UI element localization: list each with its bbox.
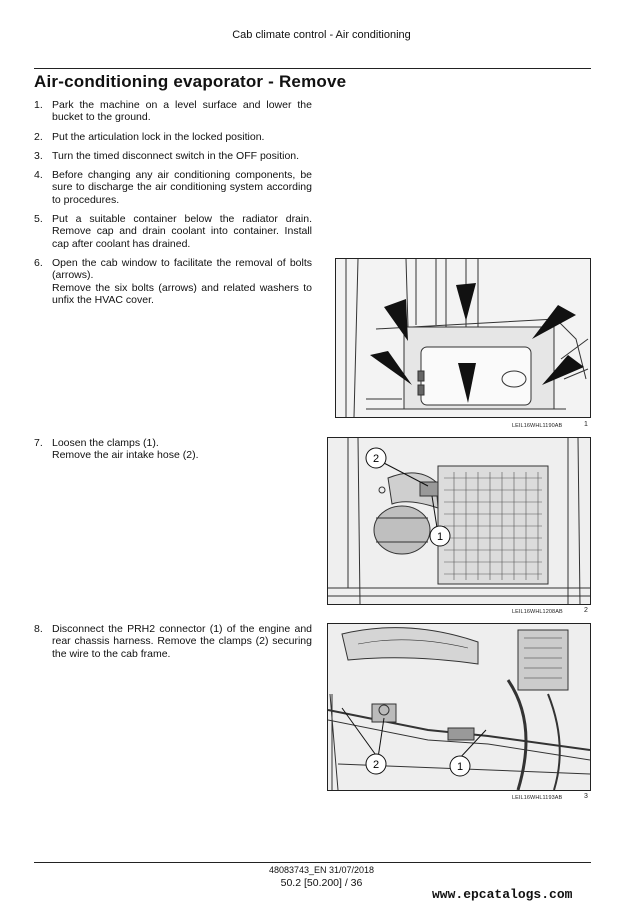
step-text: Remove the air intake hose (2). bbox=[52, 449, 199, 462]
figure-2-callouts bbox=[328, 438, 590, 604]
step-text: Park the machine on a level surface and lower the bucket to the ground. bbox=[52, 99, 312, 124]
step-number: 4. bbox=[34, 169, 43, 181]
step-number: 3. bbox=[34, 150, 43, 162]
step-2 bbox=[34, 131, 312, 143]
callout-2-label: 2 bbox=[372, 759, 380, 771]
step-text: Disconnect the PRH2 connector (1) of the engine and rear chassis harness. Remove the clamps (2) securing the wire to the cab frame. bbox=[52, 623, 312, 660]
step-6 bbox=[34, 257, 312, 307]
running-header: Cab climate control - Air conditioning bbox=[232, 29, 411, 41]
watermark: www.epcatalogs.com bbox=[432, 887, 573, 902]
step-number: 6. bbox=[34, 257, 43, 269]
figure-3-caption: LEIL16WHL1193AB bbox=[512, 795, 563, 801]
step-text: Before changing any air conditioning components, be sure to discharge the air conditioning system according to procedures. bbox=[52, 169, 312, 206]
footer-rule bbox=[34, 862, 591, 863]
step-1 bbox=[34, 99, 312, 124]
step-text: Loosen the clamps (1). bbox=[52, 437, 159, 449]
step-number: 7. bbox=[34, 437, 43, 449]
callout-2-label: 2 bbox=[372, 453, 380, 465]
step-3 bbox=[34, 150, 312, 162]
step-5 bbox=[34, 213, 312, 250]
figure-1-number: 1 bbox=[584, 421, 588, 428]
step-text: Remove the six bolts (arrows) and related washers to unfix the HVAC cover. bbox=[52, 281, 312, 307]
figure-3-number: 3 bbox=[584, 793, 588, 800]
step-number: 1. bbox=[34, 99, 43, 111]
footer-doc-id: 48083743_EN 31/07/2018 bbox=[268, 865, 375, 875]
step-number: 2. bbox=[34, 131, 43, 143]
step-4 bbox=[34, 169, 312, 206]
figure-3-callouts bbox=[328, 624, 590, 790]
step-number: 8. bbox=[34, 623, 43, 635]
step-text: Turn the timed disconnect switch in the OFF position. bbox=[52, 150, 300, 162]
figure-1-hvac-cover bbox=[335, 258, 591, 418]
figure-1-caption: LEIL16WHL1190AB bbox=[512, 423, 563, 429]
figure-1-illustration bbox=[336, 259, 590, 417]
step-8 bbox=[34, 623, 312, 660]
step-number: 5. bbox=[34, 213, 43, 225]
figure-2-number: 2 bbox=[584, 607, 588, 614]
callout-1-label: 1 bbox=[456, 761, 464, 773]
step-text: Put the articulation lock in the locked position. bbox=[52, 131, 265, 143]
figure-3-connector bbox=[327, 623, 591, 791]
figure-2-caption: LEIL16WHL1208AB bbox=[512, 609, 563, 615]
callout-1-label: 1 bbox=[436, 531, 444, 543]
step-text: Open the cab window to facilitate the removal of bolts (arrows). bbox=[52, 257, 312, 282]
step-7 bbox=[34, 437, 312, 462]
figure-2-air-intake bbox=[327, 437, 591, 605]
step-text: Put a suitable container below the radiator drain. Remove cap and drain coolant into container. Install cap after coolant has drained. bbox=[52, 213, 312, 250]
header-rule bbox=[34, 68, 591, 69]
section-title: Air-conditioning evaporator - Remove bbox=[34, 72, 347, 91]
footer-page-number: 50.2 [50.200] / 36 bbox=[280, 877, 363, 889]
